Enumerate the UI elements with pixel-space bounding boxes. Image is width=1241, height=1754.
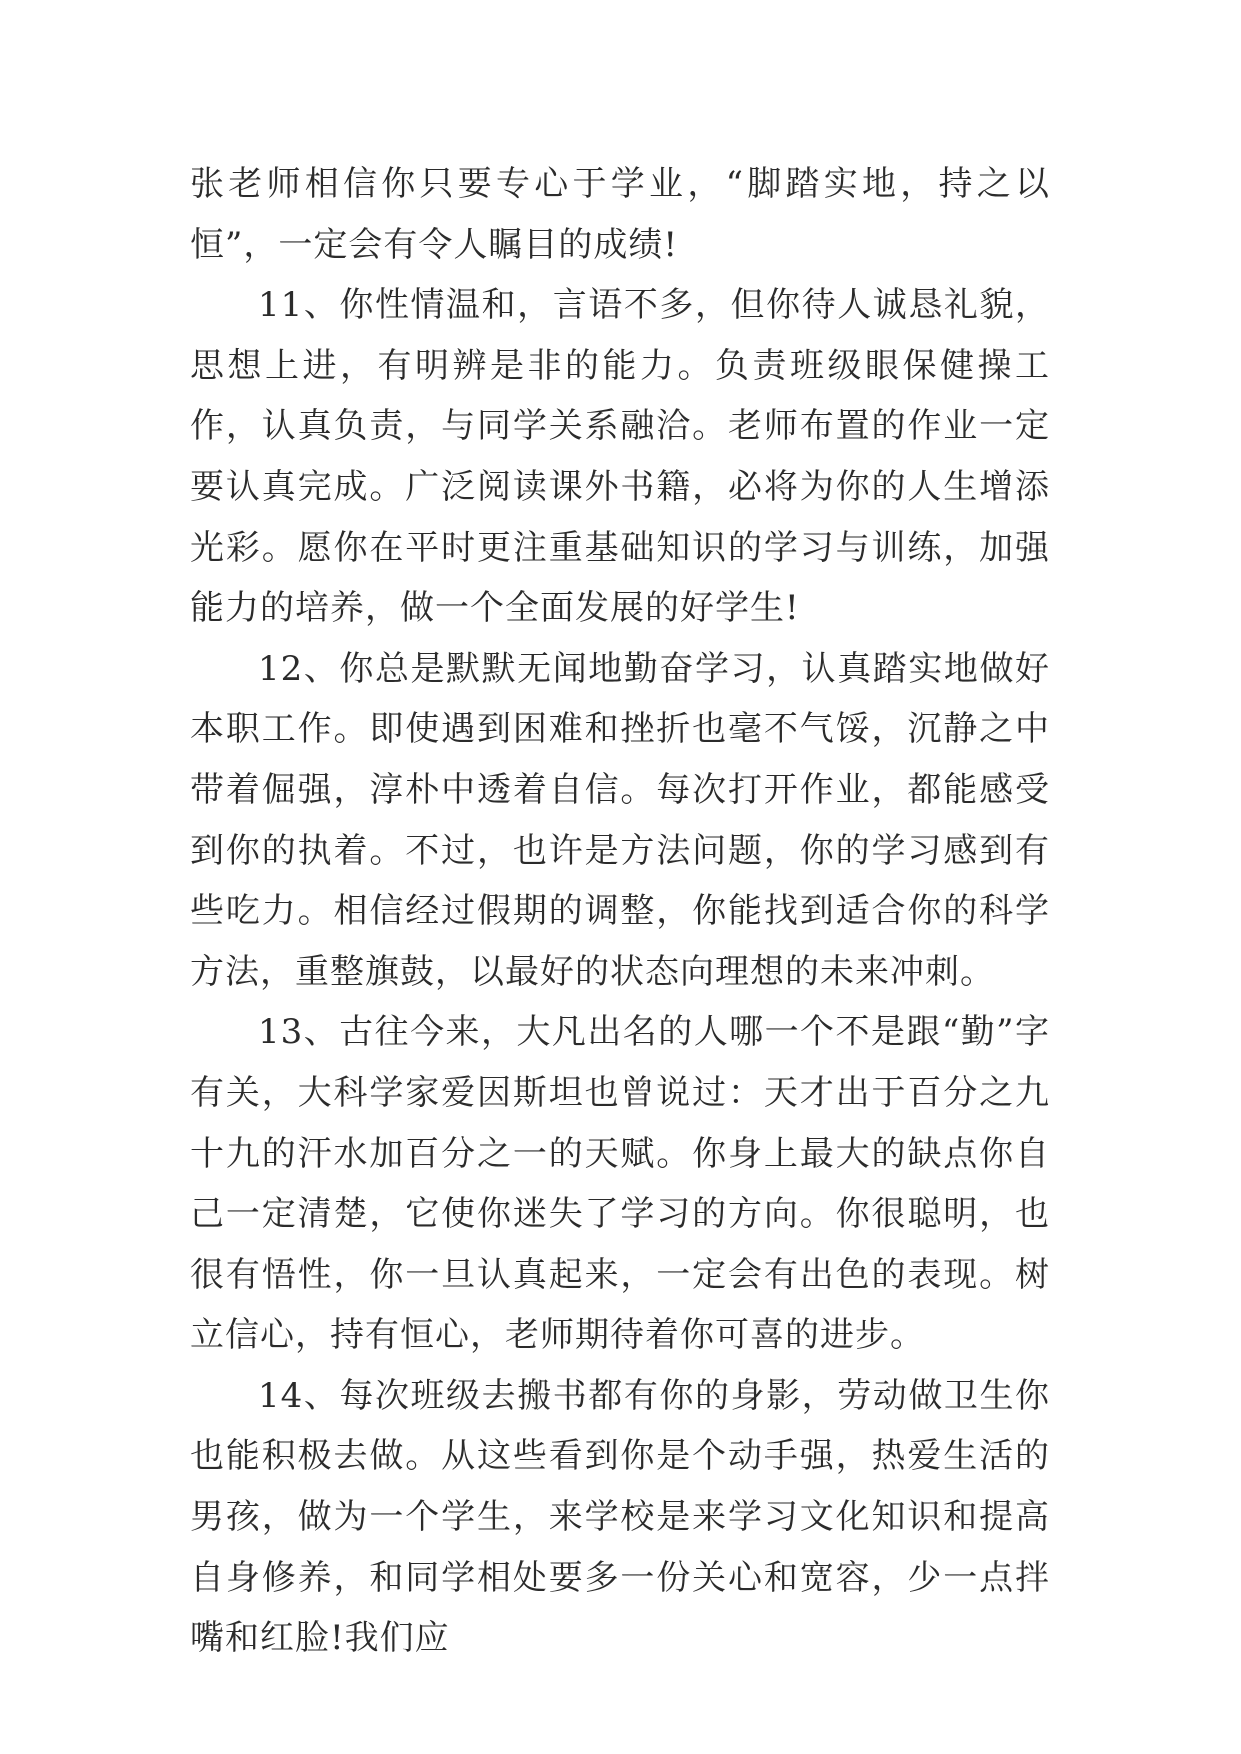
body-text (190, 154, 1050, 1669)
paragraph-11: 11、你性情温和，言语不多，但你待人诚恳礼貌，思想上进，有明辨是非的能力。负责班级眼保健操工作，认真负责，与同学关系融洽。老师布置的作业一定要认真完成。广泛阅读课外书籍，必将为你的人生增添光彩。愿你在平时更注重基础知识的学习与训练，加强能力的培养，做一个全面发展的好学生! (190, 285, 1050, 629)
paragraph-14: 14、每次班级去搬书都有你的身影，劳动做卫生你也能积极去做。从这些看到你是个动手强，热爱生活的男孩，做为一个学生，来学校是来学习文化知识和提高自身修养，和同学相处要多一份关心和宽容，少一点拌嘴和红脸!我们应 (190, 1375, 1050, 1659)
paragraph-10-continuation: 张老师相信你只要专心于学业，“脚踏实地，持之以恒”，一定会有令人瞩目的成绩! (190, 164, 1050, 265)
paragraph-13: 13、古往今来，大凡出名的人哪一个不是跟“勤”字有关，大科学家爱因斯坦也曾说过：天才出于百分之九十九的汗水加百分之一的天赋。你身上最大的缺点你自己一定清楚，它使你迷失了学习的方向。你很聪明，也很有悟性，你一旦认真起来，一定会有出色的表现。树立信心，持有恒心，老师期待着你可喜的进步。 (190, 1012, 1050, 1356)
paragraph-12: 12、你总是默默无闻地勤奋学习，认真踏实地做好本职工作。即使遇到困难和挫折也毫不气馁，沉静之中带着倔强，淳朴中透着自信。每次打开作业，都能感受到你的执着。不过，也许是方法问题，你的学习感到有些吃力。相信经过假期的调整，你能找到适合你的科学方法，重整旗鼓，以最好的状态向理想的未来冲刺。 (190, 648, 1050, 992)
